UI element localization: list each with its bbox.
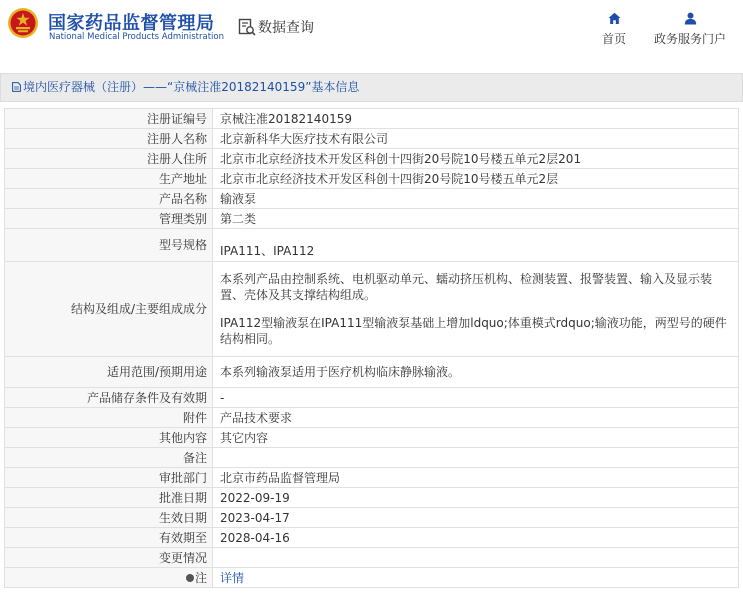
table-row <box>5 568 739 588</box>
table-row <box>5 169 739 189</box>
site-header <box>0 0 743 62</box>
field-value: 本系列输液泵适用于医疗机构临床静脉输液。 <box>213 357 739 388</box>
table-row <box>5 357 739 388</box>
field-label: 有效期至 <box>5 528 213 548</box>
table-row <box>5 408 739 428</box>
field-value: 其它内容 <box>213 428 739 448</box>
table-row <box>5 262 739 357</box>
breadcrumb-text: 境内医疗器械（注册）——“京械注准20182140159”基本信息 <box>23 80 360 94</box>
field-value: 产品技术要求 <box>213 408 739 428</box>
note-label-cell <box>5 568 213 588</box>
user-icon <box>684 12 697 25</box>
table-row <box>5 129 739 149</box>
document-icon <box>12 82 21 92</box>
table-row <box>5 428 739 448</box>
table-row <box>5 508 739 528</box>
field-label: 备注 <box>5 448 213 468</box>
site-subtitle: National Medical Products Administration <box>49 32 224 42</box>
table-row <box>5 149 739 169</box>
field-label: 管理类别 <box>5 209 213 229</box>
data-query-title: 数据查询 <box>258 20 314 36</box>
breadcrumb <box>0 73 743 102</box>
field-value: 2022-09-19 <box>213 488 739 508</box>
field-value <box>213 568 739 588</box>
data-query-icon <box>238 18 256 36</box>
field-label: 审批部门 <box>5 468 213 488</box>
field-value: 第二类 <box>213 209 739 229</box>
table-row <box>5 548 739 568</box>
field-value: - <box>213 388 739 408</box>
field-label: 适用范围/预期用途 <box>5 357 213 388</box>
composition-paragraph: 本系列产品由控制系统、电机驱动单元、蠕动挤压机构、检测装置、报警装置、输入及显示装置、壳体及其支撑结构组成。 <box>220 272 713 302</box>
field-value: 输液泵 <box>213 189 739 209</box>
field-label: 生效日期 <box>5 508 213 528</box>
nav-service-portal[interactable] <box>652 12 728 47</box>
field-label: 注 <box>194 570 207 585</box>
nav-home[interactable] <box>600 12 628 47</box>
field-label: 型号规格 <box>5 229 213 262</box>
table-row <box>5 109 739 129</box>
table-row <box>5 468 739 488</box>
field-value: 2028-04-16 <box>213 528 739 548</box>
table-row <box>5 229 739 262</box>
field-label: 附件 <box>5 408 213 428</box>
field-label: 产品储存条件及有效期 <box>5 388 213 408</box>
field-value: 2023-04-17 <box>213 508 739 528</box>
table-row <box>5 528 739 548</box>
field-value <box>213 548 739 568</box>
field-label: 注册证编号 <box>5 109 213 129</box>
field-value: 北京市北京经济技术开发区科创十四街20号院10号楼五单元2层201 <box>213 149 739 169</box>
composition-paragraph: IPA112型输液泵在IPA111型输液泵基础上增加ldquo;体重模式rdquo;输液功能，两型号的硬件结构相同。 <box>220 316 727 346</box>
field-value: IPA111、IPA112 <box>213 229 739 262</box>
table-row <box>5 448 739 468</box>
field-label: 注册人名称 <box>5 129 213 149</box>
field-label: 批准日期 <box>5 488 213 508</box>
field-label: 变更情况 <box>5 548 213 568</box>
nav-home-label: 首页 <box>601 32 626 46</box>
registration-details-table <box>4 108 739 588</box>
bullet-dot-icon <box>186 574 194 582</box>
home-icon <box>608 12 621 25</box>
table-row <box>5 488 739 508</box>
field-label: 结构及组成/主要组成成分 <box>5 262 213 357</box>
details-link[interactable]: 详情 <box>220 570 245 585</box>
field-label: 生产地址 <box>5 169 213 189</box>
field-label: 注册人住所 <box>5 149 213 169</box>
field-value: 北京市北京经济技术开发区科创十四街20号院10号楼五单元2层 <box>213 169 739 189</box>
nav-service-portal-label: 政务服务门户 <box>653 32 726 46</box>
field-value: 京械注准20182140159 <box>213 109 739 129</box>
table-row <box>5 209 739 229</box>
nmpa-emblem-icon[interactable] <box>7 7 39 39</box>
field-label: 其他内容 <box>5 428 213 448</box>
field-value: 北京市药品监督管理局 <box>213 468 739 488</box>
field-value <box>213 448 739 468</box>
table-row <box>5 189 739 209</box>
field-value: 北京新科华大医疗技术有限公司 <box>213 129 739 149</box>
table-row <box>5 388 739 408</box>
site-title[interactable]: 国家药品监督管理局 <box>48 13 215 34</box>
field-label: 产品名称 <box>5 189 213 209</box>
field-value <box>213 262 739 357</box>
